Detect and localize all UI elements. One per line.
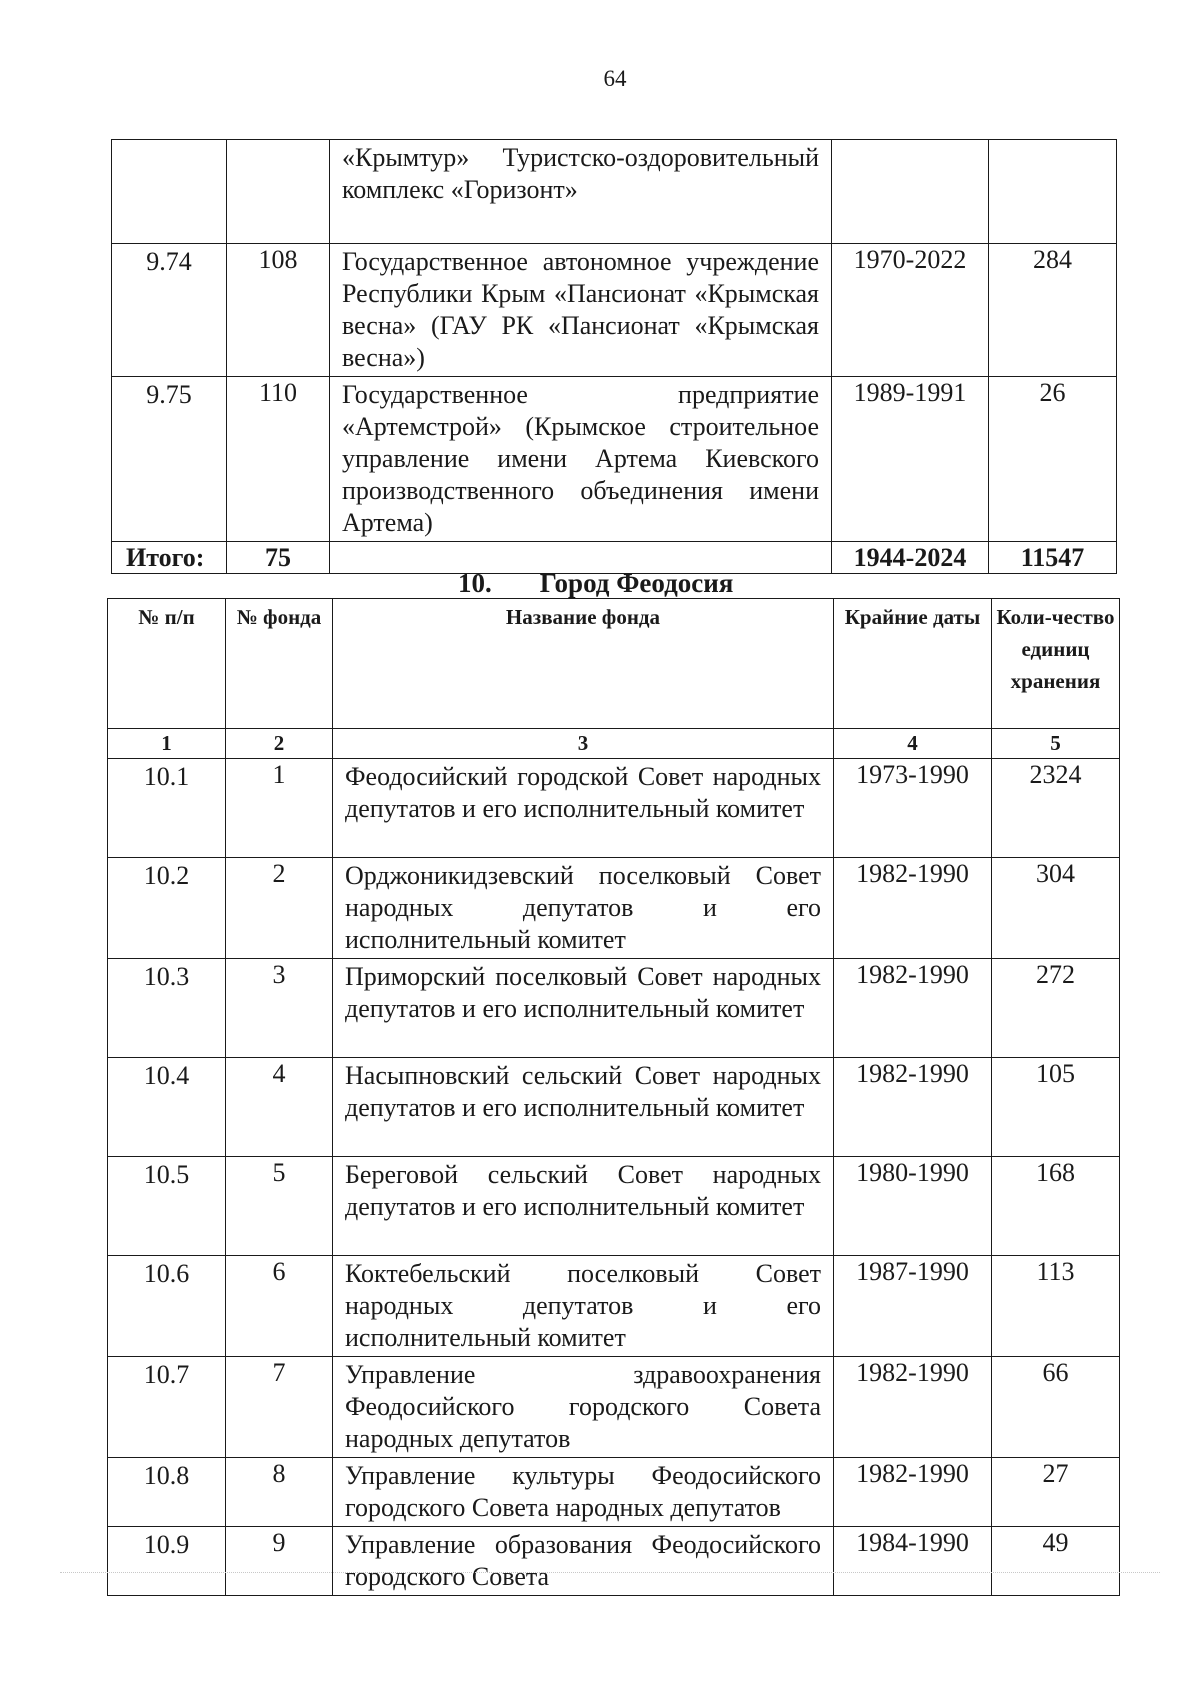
cell-dates: 1982-1990 [834,858,992,959]
page-number: 64 [603,66,627,91]
table-row [112,377,1117,542]
cell-fond: 108 [227,244,330,377]
cell-name: Управление культуры Феодосийского городского Совета народных депутатов [333,1458,834,1527]
cell-num: 10.1 [108,759,226,858]
cell-dates: 1984-1990 [834,1527,992,1596]
cell-dates: 1982-1990 [834,1058,992,1157]
cell-name: Насыпновский сельский Совет народных депутатов и его исполнительный комитет [333,1058,834,1157]
cell-count: 105 [992,1058,1120,1157]
cell-count: 2324 [992,759,1120,858]
cell-name: Орджоникидзевский поселковый Совет народных депутатов и его исполнительный комитет [333,858,834,959]
table-row [112,140,1117,244]
cell-fond: 1 [226,759,333,858]
cell-dates: 1973-1990 [834,759,992,858]
cell-num: 9.75 [112,377,227,542]
table-row [108,1256,1120,1357]
table-row [108,858,1120,959]
header-fond: № фонда [226,599,333,729]
cell-fond: 4 [226,1058,333,1157]
cell-name: Управление образования Феодосийского городского Совета [333,1527,834,1596]
cell-fond: 5 [226,1157,333,1256]
cell-count: 272 [992,959,1120,1058]
cell-count: 113 [992,1256,1120,1357]
table-row [108,1157,1120,1256]
total-fond: 75 [227,542,330,574]
table-row [108,1357,1120,1458]
cell-count: 304 [992,858,1120,959]
table-row [108,1458,1120,1527]
cell-dates: 1982-1990 [834,959,992,1058]
cell-dates [832,140,989,244]
cell-num: 10.7 [108,1357,226,1458]
cell-name: «Крымтур» Туристско-оздоровительный комплекс «Горизонт» [330,140,832,244]
cell-fond: 7 [226,1357,333,1458]
cell-count: 49 [992,1527,1120,1596]
cell-dates: 1989-1991 [832,377,989,542]
cell-num: 9.74 [112,244,227,377]
cell-fond: 8 [226,1458,333,1527]
cell-fond: 3 [226,959,333,1058]
index-cell: 5 [992,729,1120,759]
index-cell: 2 [226,729,333,759]
cell-name: Коктебельский поселковый Совет народных депутатов и его исполнительный комитет [333,1256,834,1357]
total-label: Итого: [112,542,227,574]
continuation-table [111,139,1117,574]
cell-dates: 1970-2022 [832,244,989,377]
cell-fond: 2 [226,858,333,959]
header-row [108,599,1120,729]
cell-num: 10.3 [108,959,226,1058]
total-dates: 1944-2024 [832,542,989,574]
total-count: 11547 [989,542,1117,574]
table-row [108,1058,1120,1157]
table-row [112,244,1117,377]
cell-fond: 9 [226,1527,333,1596]
cell-dates: 1980-1990 [834,1157,992,1256]
cell-count: 168 [992,1157,1120,1256]
table-row [108,759,1120,858]
cell-num [112,140,227,244]
cell-num: 10.5 [108,1157,226,1256]
table-row [108,959,1120,1058]
index-row [108,729,1120,759]
section-number: 10. [458,568,492,598]
cell-fond: 6 [226,1256,333,1357]
cell-name: Управление здравоохранения Феодосийского городского Совета народных депутатов [333,1357,834,1458]
header-name: Название фонда [333,599,834,729]
cell-dates: 1987-1990 [834,1256,992,1357]
section-title: Город Феодосия [539,568,734,598]
cell-count: 66 [992,1357,1120,1458]
cell-num: 10.2 [108,858,226,959]
cell-fond: 110 [227,377,330,542]
cell-count: 26 [989,377,1117,542]
cell-name: Приморский поселковый Совет народных депутатов и его исполнительный комитет [333,959,834,1058]
header-count: Коли-чество единиц хранения [992,599,1120,729]
header-dates: Крайние даты [834,599,992,729]
index-cell: 1 [108,729,226,759]
cell-name: Государственное предприятие «Артемстрой» (Крымское строительное управление имени Артема Киевского производственного объединения имени Артема) [330,377,832,542]
cell-fond [227,140,330,244]
cell-name: Феодосийский городской Совет народных депутатов и его исполнительный комитет [333,759,834,858]
cell-count [989,140,1117,244]
cell-name: Береговой сельский Совет народных депутатов и его исполнительный комитет [333,1157,834,1256]
index-cell: 4 [834,729,992,759]
cell-count: 27 [992,1458,1120,1527]
cell-dates: 1982-1990 [834,1357,992,1458]
cell-num: 10.4 [108,1058,226,1157]
table-row [108,1527,1120,1596]
cell-dates: 1982-1990 [834,1458,992,1527]
section-heading [458,568,733,599]
cell-count: 284 [989,244,1117,377]
cell-num: 10.8 [108,1458,226,1527]
cell-num: 10.6 [108,1256,226,1357]
cell-name: Государственное автономное учреждение Республики Крым «Пансионат «Крымская весна» (ГАУ РК «Пансионат «Крымская весна») [330,244,832,377]
index-cell: 3 [333,729,834,759]
fonds-table [107,598,1120,1596]
cell-num: 10.9 [108,1527,226,1596]
scan-artifact-line [60,1572,1160,1573]
header-num: № п/п [108,599,226,729]
